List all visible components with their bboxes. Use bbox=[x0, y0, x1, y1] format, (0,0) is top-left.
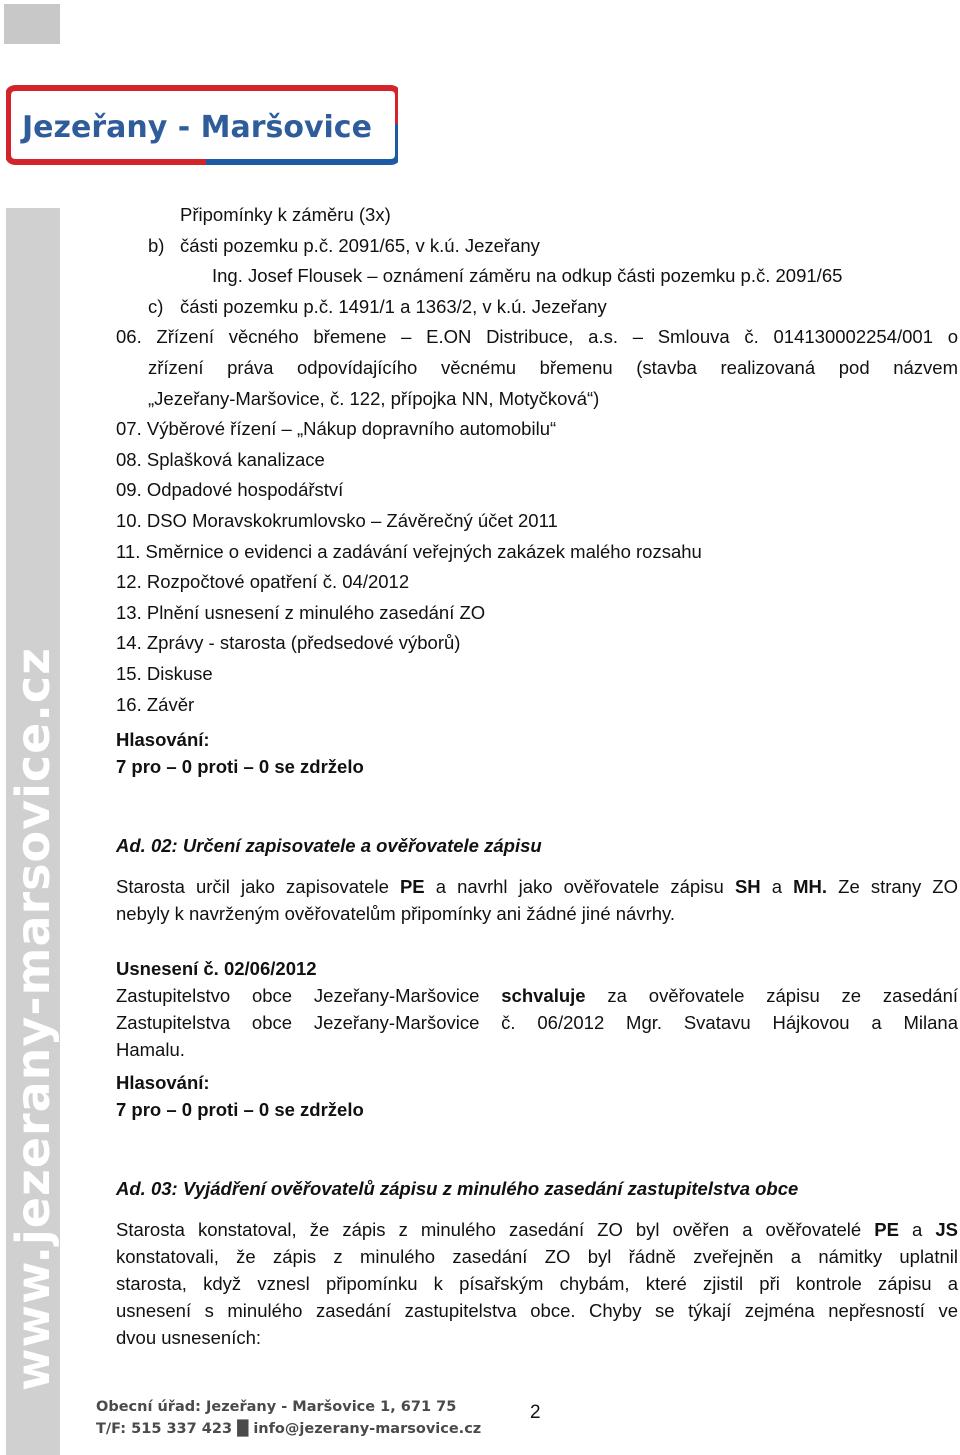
text: Ze strany ZO bbox=[838, 876, 958, 898]
resolution-text-cont: Zastupitelstva obce Jezeřany-Maršovice č. 06/2012 Mgr. Svatavu Hájkovou a Milana bbox=[116, 1012, 958, 1034]
section-heading-ad02: Ad. 02: Určení zapisovatele a ověřovatele zápisu bbox=[116, 835, 542, 857]
text: a bbox=[771, 876, 783, 898]
agenda-item: 13. Plnění usnesení z minulého zasedání ZO bbox=[116, 601, 486, 623]
text-bold: schvaluje bbox=[501, 985, 586, 1007]
paragraph-cont: dvou usneseních: bbox=[116, 1327, 262, 1349]
initials: SH bbox=[734, 876, 761, 898]
text: Zastupitelstvo obce Jezeřany-Maršovice bbox=[116, 985, 480, 1007]
document-body bbox=[116, 200, 958, 1351]
agenda-item-06: 06. Zřízení věcného břemene – E.ON Distribuce, a.s. – Smlouva č. 014130002254/001 o bbox=[116, 326, 958, 348]
agenda-item: 08. Splašková kanalizace bbox=[116, 448, 325, 470]
footer-phone-email bbox=[96, 1418, 481, 1440]
text: Starosta konstatoval, že zápis z minulého zasedání ZO byl ověřen a ověřovatelé bbox=[116, 1219, 862, 1241]
agenda-item-c bbox=[116, 292, 958, 323]
agenda-item: 11. Směrnice o evidenci a zadávání veřejných zakázek malého rozsahu bbox=[116, 540, 702, 562]
page-number: 2 bbox=[530, 1402, 541, 1423]
footer-phone: T/F: 515 337 423 bbox=[96, 1421, 233, 1437]
item-text: části pozemku p.č. 2091/65, v k.ú. Jezeřany bbox=[180, 234, 540, 256]
corner-block bbox=[4, 4, 60, 44]
paragraph-cont: starosta, když vznesl připomínku k písařským chybám, které zjistil při kontrole zápisu a bbox=[116, 1273, 958, 1295]
agenda-line: Připomínky k záměru (3x) bbox=[180, 204, 391, 225]
text: a navrhl jako ověřovatele zápisu bbox=[435, 876, 724, 898]
footer-email[interactable]: info@jezerany-marsovice.cz bbox=[253, 1421, 482, 1437]
footer-address: Obecní úřad: Jezeřany - Maršovice 1, 671 75 bbox=[96, 1399, 457, 1415]
text: za ověřovatele zápisu ze zasedání bbox=[607, 985, 959, 1007]
website-sidebar bbox=[6, 208, 60, 1455]
initials: MH. bbox=[793, 876, 828, 898]
agenda-item: 12. Rozpočtové opatření č. 04/2012 bbox=[116, 571, 410, 593]
agenda-item: 15. Diskuse bbox=[116, 662, 213, 684]
footer-separator: █ bbox=[237, 1421, 249, 1437]
initials: JS bbox=[935, 1219, 959, 1241]
resolution-text-cont: Hamalu. bbox=[116, 1039, 185, 1061]
logo-graphic bbox=[6, 84, 398, 166]
initials: PE bbox=[874, 1219, 899, 1241]
paragraph bbox=[116, 873, 958, 900]
agenda bbox=[116, 200, 958, 720]
paragraph-cont: konstatovali, že zápis z minulého zasedání ZO byl řádně zveřejněn a námitky uplatnil bbox=[116, 1246, 958, 1268]
agenda-item: 10. DSO Moravskokrumlovsko – Závěrečný účet 2011 bbox=[116, 509, 558, 531]
agenda-item-06-cont: „Jezeřany-Maršovice, č. 122, přípojka NN, Motyčková“) bbox=[148, 387, 600, 409]
vote-label: Hlasování: bbox=[116, 1072, 210, 1094]
section-heading-ad03: Ad. 03: Vyjádření ověřovatelů zápisu z minulého zasedání zastupitelstva obce bbox=[116, 1178, 799, 1200]
vote-result: 7 pro – 0 proti – 0 se zdrželo bbox=[116, 756, 364, 778]
paragraph-cont: nebyly k navrženým ověřovatelům připomínky ani žádné jiné návrhy. bbox=[116, 903, 676, 925]
agenda-item: 07. Výběrové řízení – „Nákup dopravního automobilu“ bbox=[116, 418, 557, 440]
website-url: www.jezerany-marsovice.cz bbox=[6, 647, 60, 1391]
agenda-item: 16. Závěr bbox=[116, 693, 195, 715]
paragraph bbox=[116, 1216, 958, 1243]
agenda-item-b bbox=[116, 231, 958, 262]
paragraph-cont: usnesení s minulého zasedání zastupitelstva obce. Chyby se týkají zejména nepřesností ve bbox=[116, 1300, 958, 1322]
municipality-logo bbox=[6, 84, 398, 166]
text: Starosta určil jako zapisovatele bbox=[116, 876, 389, 898]
item-text: části pozemku p.č. 1491/1 a 1363/2, v k.ú. Jezeřany bbox=[180, 295, 607, 317]
resolution-text bbox=[116, 982, 958, 1009]
initials: PE bbox=[399, 876, 425, 898]
logo-text: Jezeřany - Maršovice bbox=[22, 110, 372, 145]
text: a bbox=[912, 1219, 923, 1241]
agenda-item-06-cont: zřízení práva odpovídajícího věcnému břemenu (stavba realizovaná pod názvem bbox=[148, 356, 958, 378]
agenda-item: 14. Zprávy - starosta (předsedové výborů) bbox=[116, 632, 461, 654]
item-label: b) bbox=[148, 234, 165, 256]
vote-label: Hlasování: bbox=[116, 729, 210, 751]
agenda-item: 09. Odpadové hospodářství bbox=[116, 479, 344, 501]
agenda-sub-item: Ing. Josef Flousek – oznámení záměru na odkup části pozemku p.č. 2091/65 bbox=[212, 265, 843, 287]
footer-contact bbox=[96, 1396, 481, 1440]
item-label: c) bbox=[148, 295, 164, 317]
vote-result: 7 pro – 0 proti – 0 se zdrželo bbox=[116, 1099, 364, 1121]
resolution-label: Usnesení č. 02/06/2012 bbox=[116, 958, 317, 980]
